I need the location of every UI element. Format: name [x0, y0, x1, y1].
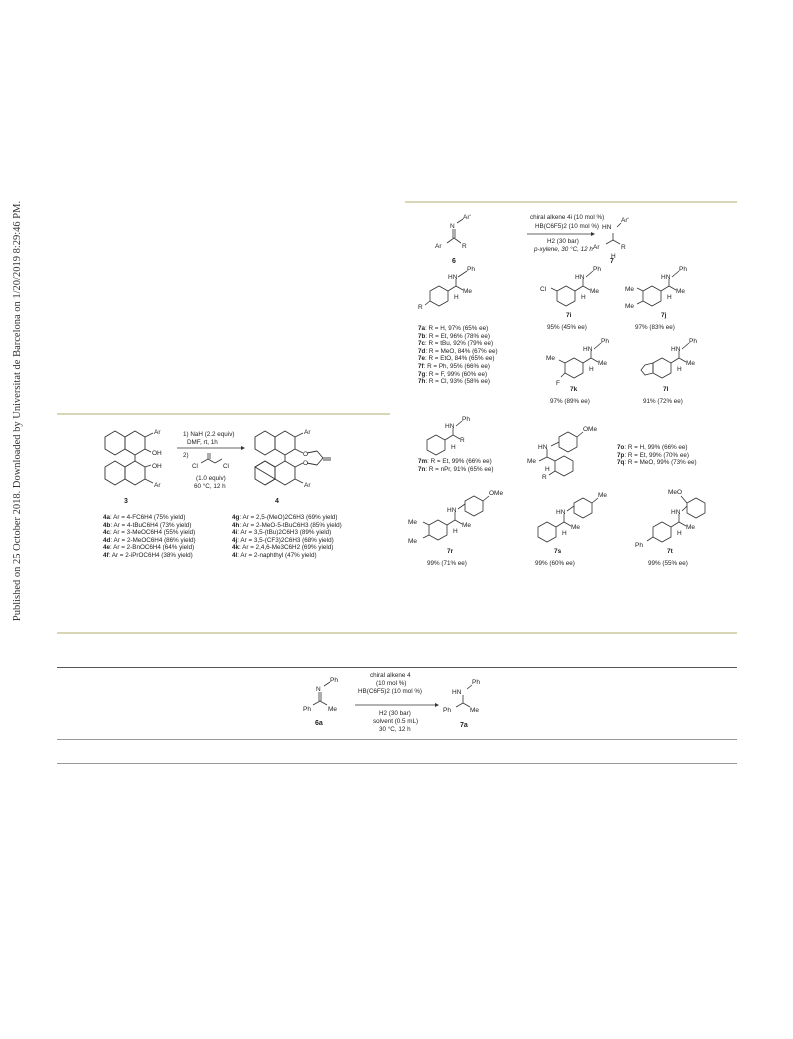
atom-h: H [454, 294, 459, 301]
atom-me: Me [676, 288, 686, 295]
atom-hn: HN [447, 507, 457, 514]
list-item: 4k: Ar = 2,4,6-Me3C6H2 (69% yield) [232, 544, 334, 552]
label-7a: 7a [460, 722, 468, 729]
atom-me: Me [625, 303, 635, 310]
atom-me: Me [686, 524, 696, 531]
atom-me: Me [571, 524, 581, 531]
atom-r: R [460, 437, 465, 444]
atom-ar: Ar [304, 429, 311, 436]
atom-meo: MeO [668, 489, 683, 496]
label-7r: 7r [447, 548, 454, 555]
atom-me: Me [598, 360, 608, 367]
atom-f: F [556, 380, 560, 387]
atom-hn: HN [661, 274, 671, 281]
atom-ph: Ph [593, 266, 601, 273]
label-7k: 7k [570, 386, 578, 393]
atom-oh: OH [152, 463, 162, 470]
scope-structures [405, 205, 745, 625]
atom-me: Me [546, 355, 556, 362]
list-item: 7f: R = Ph, 95% (66% ee) [418, 362, 490, 370]
result-7l: 91% (72% ee) [643, 398, 683, 405]
list-item: 7g: R = F, 99% (60% ee) [418, 370, 488, 378]
cond-top1: chiral alkene 4i (10 mol %) [530, 214, 605, 221]
atom-ph: Ph [679, 266, 687, 273]
scheme-model-reaction [300, 670, 500, 735]
list-item: 4d: Ar = 2-MeOC6H4 (86% yield) [103, 536, 196, 544]
atom-h: H [667, 294, 672, 301]
atom-ar: Ar [593, 244, 600, 251]
atom-ph: Ph [635, 542, 643, 549]
atom-ph: Ph [601, 338, 609, 345]
list-item: 7o: R = H, 99% (66% ee) [617, 444, 688, 451]
list-item: 4g: Ar = 2,5-(MeO)2C6H3 (69% yield) [232, 514, 338, 521]
atom-ar: Ar [435, 243, 442, 250]
cond-step1b: DMF, rt, 1h [187, 439, 218, 446]
atom-cl: Cl [192, 463, 198, 470]
atom-ar: Ar [154, 429, 161, 436]
scheme-alkene-synthesis [95, 425, 395, 625]
atom-h: H [562, 530, 567, 537]
list-item: 7m: R = Et, 99% (66% ee) [418, 458, 492, 465]
result-7j: 97% (83% ee) [635, 324, 675, 331]
cond-temp: 60 °C, 12 h [194, 483, 226, 490]
yield-list-right [232, 514, 342, 560]
atom-ph: Ph [443, 707, 451, 714]
list-item: 4c: Ar = 3-MeOC6H4 (55% yield) [103, 529, 196, 537]
list-7o-7q [617, 444, 697, 467]
list-item: 7d: R = MeO, 84% (67% ee) [418, 347, 498, 355]
atom-me: Me [408, 519, 418, 526]
label-7s: 7s [554, 548, 562, 555]
atom-ome: OMe [583, 426, 598, 433]
list-item: 4f: Ar = 2-iPrOC6H4 (38% yield) [103, 551, 193, 559]
atom-me: Me [625, 286, 635, 293]
atom-cl: Cl [223, 463, 229, 470]
label-7i: 7i [566, 312, 572, 319]
atom-ph: Ph [467, 266, 475, 273]
cond3: HB(C6F5)2 (10 mol %) [358, 688, 423, 695]
list-item: 4h: Ar = 2-MeO-5-tBuC6H3 (85% yield) [232, 521, 342, 529]
atom-me: Me [462, 522, 472, 529]
rule-right-top [405, 201, 737, 203]
atom-ph: Ph [472, 679, 480, 686]
cond-equiv: (1.0 equiv) [196, 475, 226, 482]
result-7s: 99% (60% ee) [535, 560, 575, 567]
list-item: 7q: R = MeO, 99% (73% ee) [617, 459, 697, 467]
atom-hn: HN [583, 346, 593, 353]
label-3: 3 [124, 498, 128, 505]
list-item: 7n: R = nPr, 91% (65% ee) [418, 465, 494, 473]
list-item: 7h: R = Cl, 93% (58% ee) [418, 378, 490, 386]
atom-n: N [316, 686, 321, 693]
result-7t: 99% (55% ee) [648, 560, 688, 567]
cond1: chiral alkene 4 [370, 672, 411, 679]
cond-step2: 2) [183, 452, 189, 459]
cond5: solvent (0.5 mL) [373, 718, 419, 725]
atom-r: R [418, 304, 423, 311]
atom-h: H [545, 466, 550, 473]
scheme-hydrogenation-scope [405, 205, 745, 625]
atom-cl: Cl [540, 286, 547, 293]
cond2: (10 mol %) [376, 680, 407, 687]
atom-arp: Ar' [463, 214, 471, 221]
rule-table-mid [57, 739, 737, 740]
atom-h: H [677, 530, 682, 537]
atom-hn: HN [445, 423, 455, 430]
list-7m-7n [418, 458, 493, 473]
cond6: 30 °C, 12 h [379, 726, 411, 733]
atom-ar: Ar [154, 482, 161, 489]
list-item: 4l: Ar = 2-naphthyl (47% yield) [232, 551, 317, 559]
svg-text:O: O [303, 451, 309, 458]
rule-left-top [57, 413, 390, 415]
atom-me: Me [590, 288, 600, 295]
atom-ome: OMe [489, 490, 504, 497]
list-item: 7p: R = Et, 99% (70% ee) [617, 451, 689, 459]
binol-structure-3 [95, 425, 395, 515]
cond-step1: 1) NaH (2.2 equiv) [183, 431, 235, 438]
atom-arp: Ar' [621, 217, 629, 224]
list-item: 7e: R = EtO, 84% (65% ee) [418, 355, 495, 363]
list-item: 7c: R = tBu, 92% (79% ee) [418, 340, 494, 348]
list-item: 4e: Ar = 2-BnOC6H4 (64% yield) [103, 544, 195, 552]
download-notice: Published on 25 October 2018. Downloaded by Universitat de Barcelona on 1/20/2019 8:29:46 PM. [12, 200, 23, 622]
rule-table-bottom [57, 763, 737, 764]
cond-top2: HB(C6F5)2 (10 mol %) [535, 223, 600, 230]
list-item: 4b: Ar = 4-tBuC6H4 (73% yield) [103, 521, 192, 529]
rule-middle [57, 632, 737, 634]
atom-ph: Ph [462, 416, 470, 423]
atom-me: Me [463, 288, 473, 295]
atom-h: H [677, 366, 682, 373]
atom-hn: HN [671, 346, 681, 353]
atom-h: H [611, 253, 616, 260]
list-item: 4i: Ar = 3,5-(tBu)2C6H3 (89% yield) [232, 529, 332, 537]
result-7k: 97% (89% ee) [550, 398, 590, 405]
atom-n: N [450, 223, 455, 230]
atom-h: H [581, 294, 586, 301]
atom-r: R [462, 243, 467, 250]
atom-me: Me [527, 458, 537, 465]
atom-me: Me [470, 707, 480, 714]
atom-r: R [621, 244, 626, 251]
atom-me: Me [686, 360, 696, 367]
label-6: 6 [452, 258, 456, 265]
result-7r: 99% (71% ee) [427, 560, 467, 567]
list-item: 7a: R = H, 97% (65% ee) [418, 325, 489, 332]
label-7t: 7t [667, 548, 673, 555]
model-reaction-structures [300, 670, 500, 735]
label-7l: 7l [663, 386, 669, 393]
atom-hn: HN [538, 444, 548, 451]
cond-bot1: H2 (30 bar) [547, 238, 579, 245]
yield-list-left [103, 514, 196, 560]
atom-ph: Ph [330, 677, 338, 684]
atom-ph: Ph [689, 338, 697, 345]
list-item: 7b: R = Et, 96% (78% ee) [418, 332, 490, 340]
label-4: 4 [275, 498, 279, 505]
atom-ph: Ph [303, 706, 311, 713]
list-7a-7h [418, 325, 498, 386]
cond-bot2: p-xylene, 30 °C, 12 h [534, 246, 593, 253]
atom-me: Me [328, 706, 338, 713]
list-item: 4a: Ar = 4-FC6H4 (75% yield) [103, 514, 186, 521]
atom-h: H [589, 366, 594, 373]
label-7j: 7j [661, 312, 667, 319]
label-7: 7 [610, 258, 614, 265]
rule-table-top [57, 667, 737, 668]
result-7i: 95% (45% ee) [547, 324, 587, 331]
atom-h: H [451, 444, 456, 451]
atom-r: R [542, 474, 547, 481]
atom-hn: HN [602, 224, 612, 231]
atom-h: H [453, 528, 458, 535]
atom-hn: HN [448, 274, 458, 281]
list-item: 4j: Ar = 3,5-(CF3)2C6H3 (68% yield) [232, 536, 334, 544]
atom-me: Me [408, 538, 418, 545]
atom-me: Me [598, 492, 608, 499]
atom-hn: HN [671, 509, 681, 516]
cond4: H2 (30 bar) [379, 710, 411, 717]
atom-hn: HN [556, 509, 566, 516]
atom-hn: HN [452, 689, 462, 696]
atom-hn: HN [575, 274, 585, 281]
atom-oh: OH [152, 450, 162, 457]
label-6a: 6a [315, 720, 323, 727]
svg-text:O: O [303, 460, 309, 467]
atom-ar: Ar [304, 482, 311, 489]
